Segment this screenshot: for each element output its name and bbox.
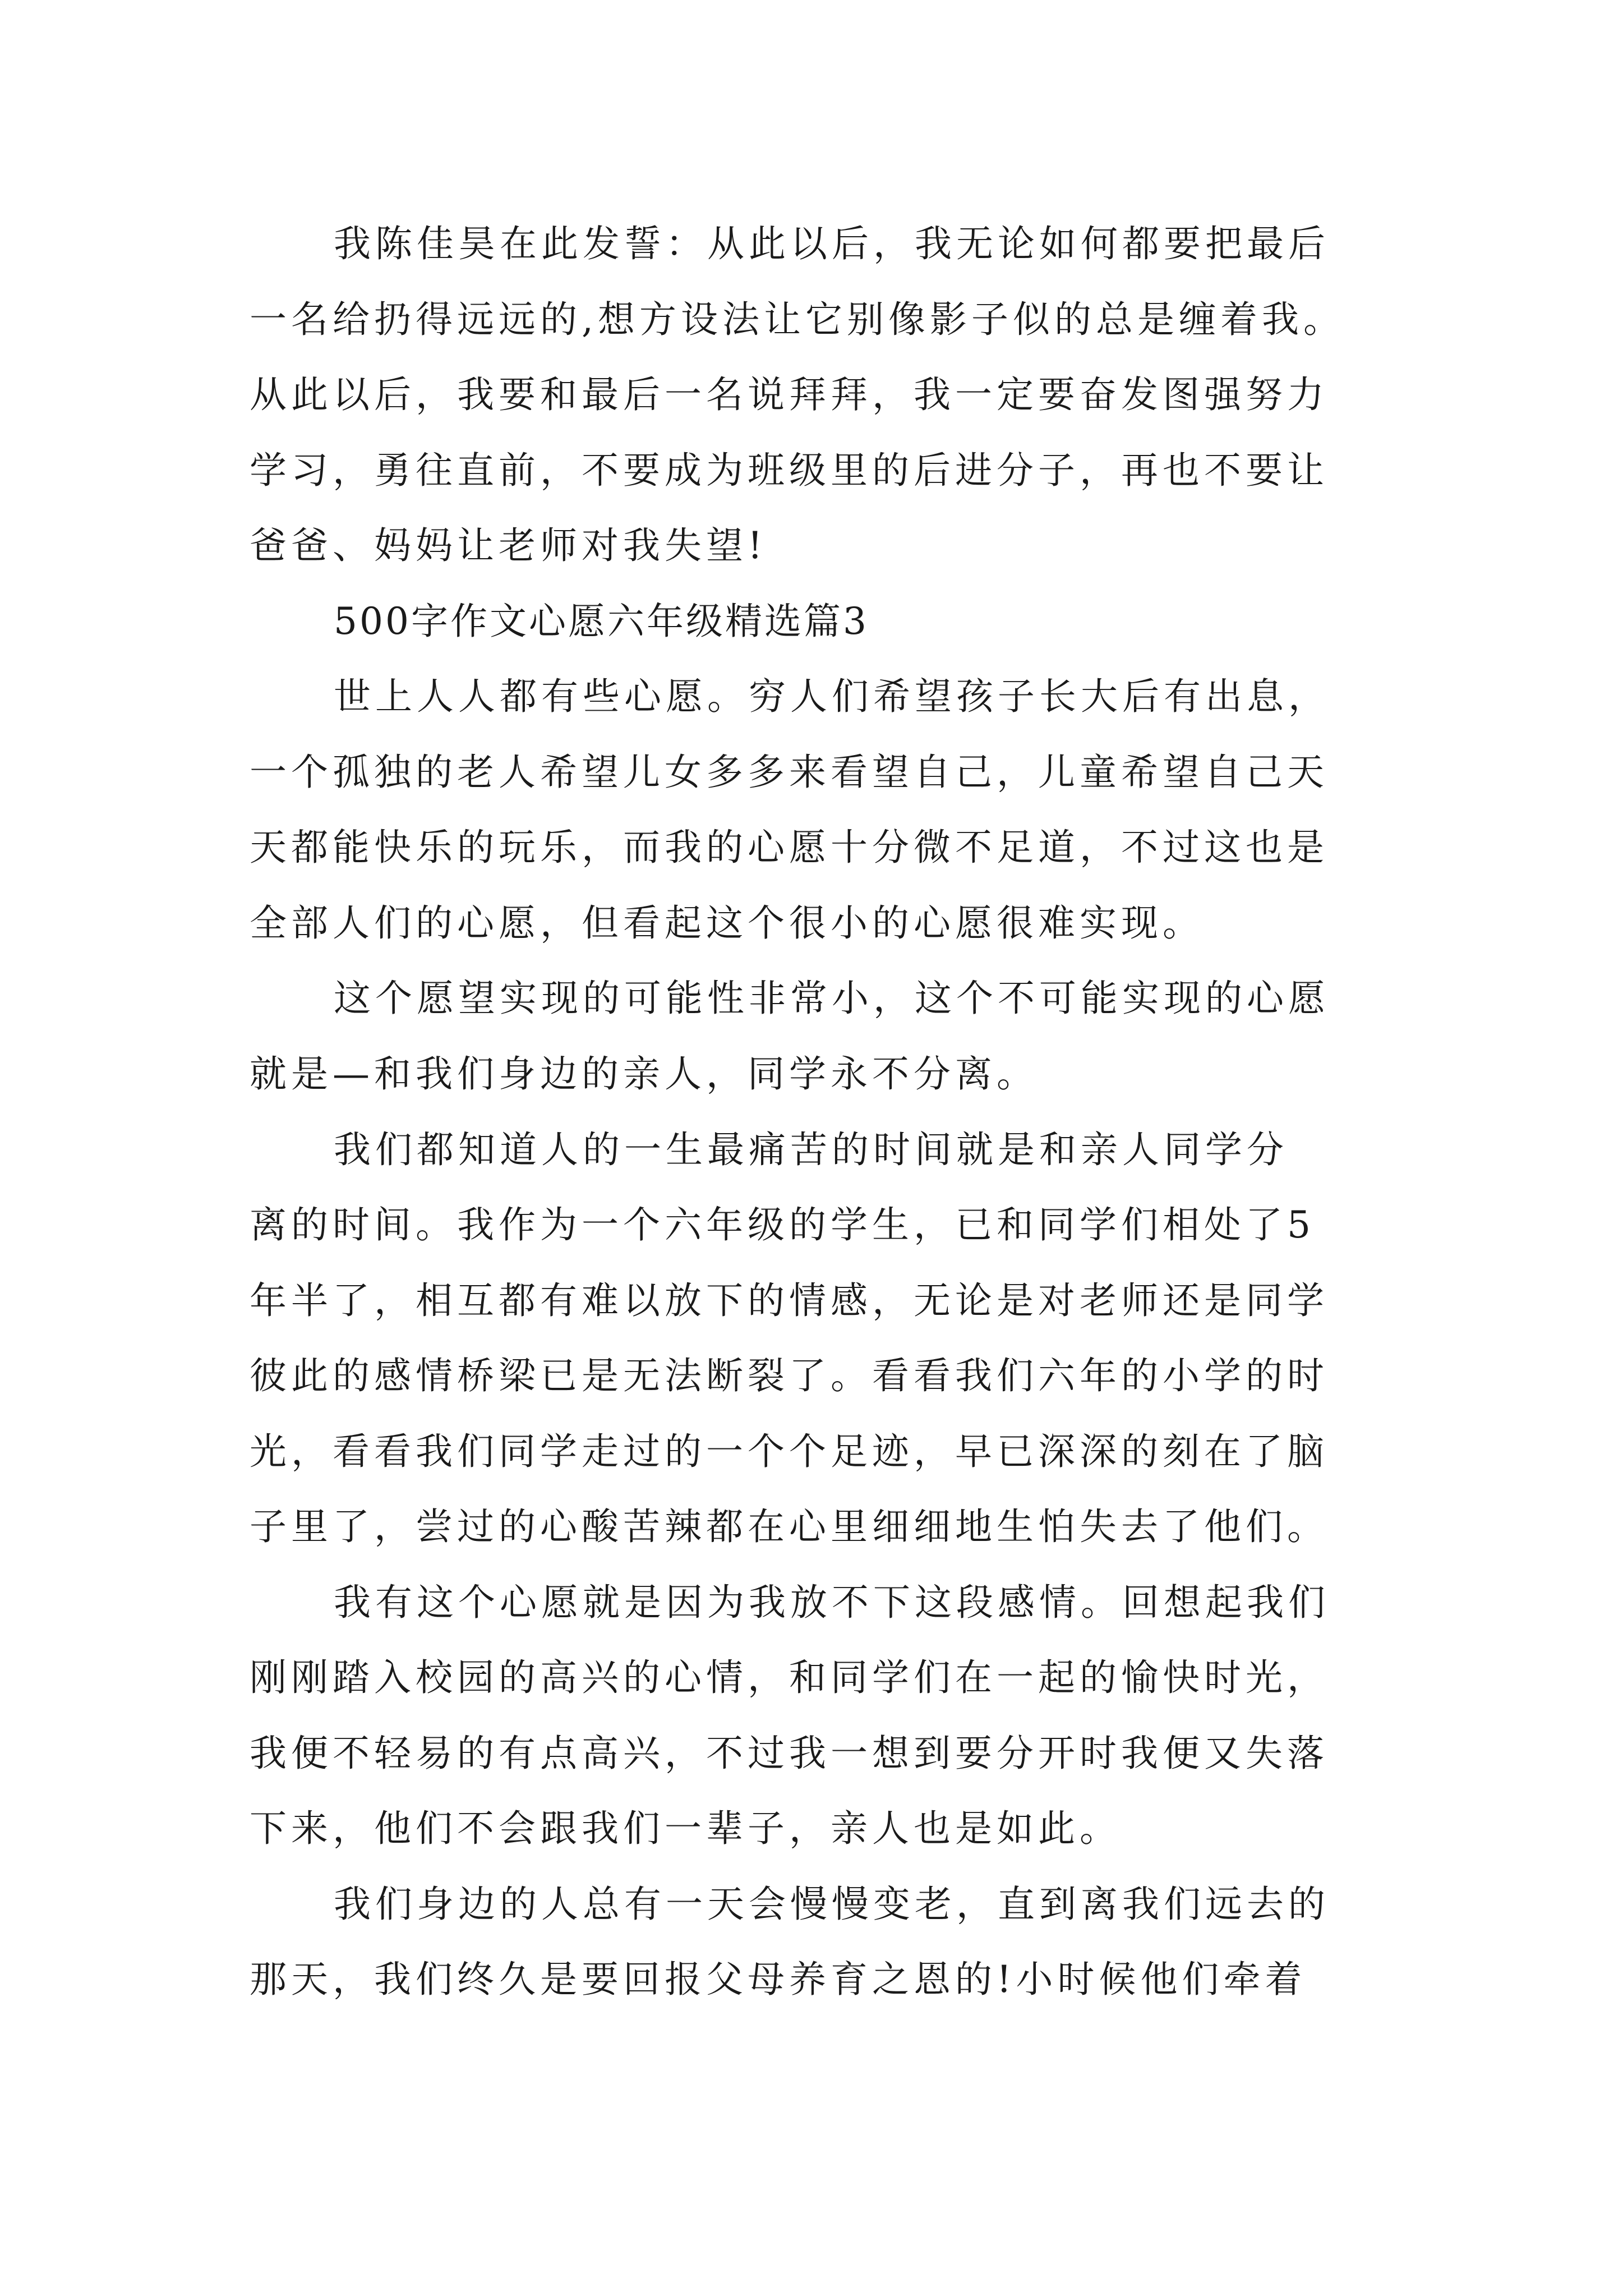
text-line: 就是—和我们身边的亲人，同学永不分离。 (250, 1052, 1038, 1096)
text-line: 从此以后，我要和最后一名说拜拜，我一定要奋发图强努力 (250, 373, 1329, 416)
text-line: 我陈佳昊在此发誓：从此以后，我无论如何都要把最后 (334, 222, 1330, 265)
text-line: 离的时间。我作为一个六年级的学生，已和同学们相处了5 (250, 1203, 1315, 1246)
text-line: 我便不轻易的有点高兴，不过我一想到要分开时我便又失落 (250, 1732, 1329, 1775)
text-line: 我们都知道人的一生最痛苦的时间就是和亲人同学分 (334, 1128, 1288, 1171)
text-line: 光，看看我们同学走过的一个个足迹，早已深深的刻在了脑 (250, 1430, 1329, 1473)
text-line: 爸爸、妈妈让老师对我失望! (250, 524, 767, 567)
text-line: 天都能快乐的玩乐，而我的心愿十分微不足道，不过这也是 (250, 826, 1329, 869)
text-line: 刚刚踏入校园的高兴的心情，和同学们在一起的愉快时光， (250, 1656, 1329, 1699)
text-line: 学习，勇往直前，不要成为班级里的后进分子，再也不要让 (250, 449, 1329, 492)
text-line: 世上人人都有些心愿。穷人们希望孩子长大后有出息， (334, 675, 1330, 718)
text-line: 一名给扔得远远的,想方设法让它别像影子似的总是缠着我。 (250, 298, 1345, 341)
text-line: 子里了，尝过的心酸苦辣都在心里细细地生怕失去了他们。 (250, 1505, 1329, 1548)
text-line: 我们身边的人总有一天会慢慢变老，直到离我们远去的 (334, 1883, 1330, 1926)
text-line: 全部人们的心愿，但看起这个很小的心愿很难实现。 (250, 901, 1204, 945)
section-heading: 500字作文心愿六年级精选篇3 (334, 600, 869, 643)
text-line: 我有这个心愿就是因为我放不下这段感情。回想起我们 (334, 1581, 1330, 1624)
text-line: 彼此的感情桥梁已是无法断裂了。看看我们六年的小学的时 (250, 1354, 1329, 1397)
text-line: 这个愿望实现的可能性非常小，这个不可能实现的心愿 (334, 977, 1330, 1020)
text-line: 一个孤独的老人希望儿女多多来看望自己，儿童希望自己天 (250, 751, 1329, 794)
text-line: 年半了，相互都有难以放下的情感，无论是对老师还是同学 (250, 1279, 1329, 1322)
text-line: 那天，我们终久是要回报父母养育之恩的!小时候他们牵着 (250, 1958, 1307, 2001)
text-line: 下来，他们不会跟我们一辈子，亲人也是如此。 (250, 1807, 1121, 1850)
